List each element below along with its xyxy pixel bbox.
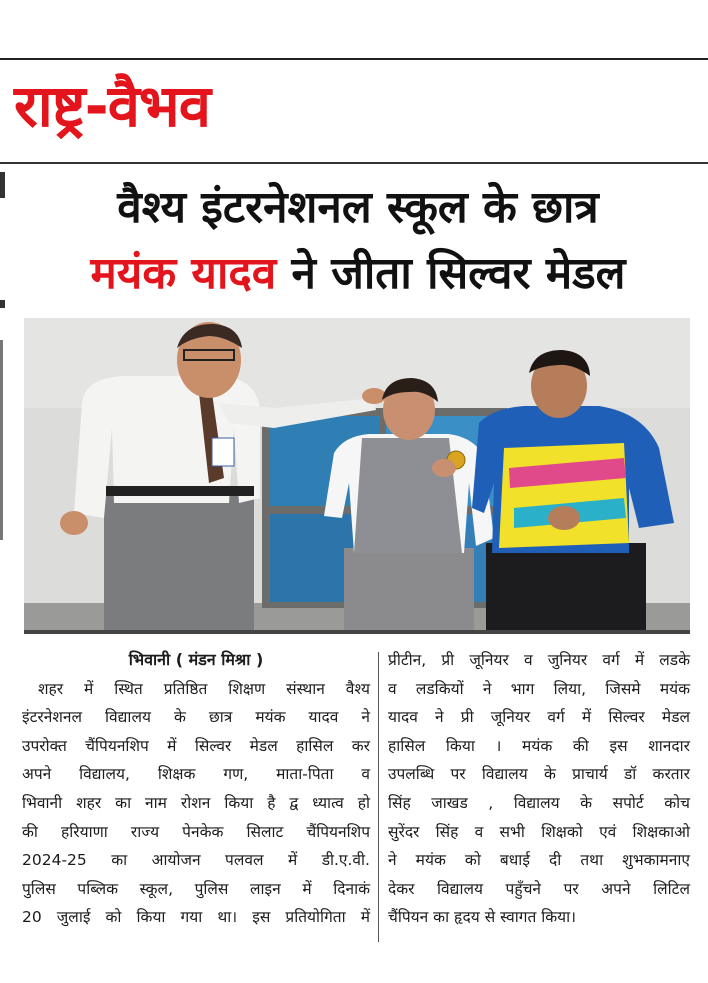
article-line: पुलिस पब्लिक स्कूल, पुलिस लाइन में दिनाकं xyxy=(22,879,370,898)
article-line: यादव ने प्री जूनियर वर्ग में सिल्वर मेडल xyxy=(388,708,690,727)
article-line: इंटरनेशनल विद्यालय के छात्र मयंक यादव ने xyxy=(22,708,370,727)
article-line: अपने विद्यालय, शिक्षक गण, माता-पिता व xyxy=(22,765,370,784)
article-line: व लडकियों ने भाग लिया, जिसमे मयंक xyxy=(388,679,690,698)
news-photo xyxy=(24,318,690,630)
article-line: हासिल किया । मयंक की इस शानदार xyxy=(388,736,690,755)
article-line: प्रीटीन, प्री जूनियर व जुनियर वर्ग में लडके xyxy=(388,651,690,669)
article-line: की हरियाणा राज्य पेनकेक सिलाट चैंपियनशिप xyxy=(22,822,370,841)
article-line: सुरेंदर सिंह व सभी शिक्षको एवं शिक्षकाओ xyxy=(388,822,690,841)
headline-line-2 xyxy=(18,246,698,302)
headline-rest: ने जीता सिल्वर मेडल xyxy=(276,248,626,299)
left-edge-mark xyxy=(0,172,5,198)
photo-bottom-rule xyxy=(24,630,690,634)
article-line: भिवानी शहर का नाम रोशन किया है द्व ध्यात्व हो xyxy=(22,793,370,812)
left-edge-mark xyxy=(0,300,5,308)
masthead-title: राष्ट्र-वैभव xyxy=(14,72,210,140)
article-line: उपलब्धि पर विद्यालय के प्राचार्य डॉ करतार xyxy=(388,765,690,784)
headline-line-1: वैश्य इंटरनेशनल स्कूल के छात्र xyxy=(117,182,599,233)
article-line: 2024-25 का आयोजन पलवल में डी.ए.वी. xyxy=(22,851,370,870)
dateline: भिवानी ( मंडन मिश्रा ) xyxy=(128,650,264,669)
article-left-column xyxy=(22,646,370,932)
article-line: शहर में स्थित प्रतिष्ठित शिक्षण संस्थान वैश्य xyxy=(38,679,370,698)
top-rule xyxy=(0,58,708,60)
photo-scene xyxy=(24,318,690,630)
left-edge-mark xyxy=(0,340,3,540)
article-line: उपरोक्त चैंपियनशिप में सिल्वर मेडल हासिल कर xyxy=(22,736,370,755)
column-divider xyxy=(378,652,379,942)
headline-highlight: मयंक यादव xyxy=(90,248,277,299)
article-line: 20 जुलाई को किया गया था। इस प्रतियोगिता में xyxy=(22,908,370,927)
article-line: चैंपियन का हृदय से स्वागत किया। xyxy=(388,908,577,927)
article-line: सिंह जाखड , विद्यालय के सपोर्ट कोच xyxy=(388,793,690,812)
article-line: देकर विद्यालय पहुँचने पर अपने लिटिल xyxy=(388,879,690,898)
article-line: ने मयंक को बधाई दी तथा शुभकामनाए xyxy=(388,851,690,870)
article-right-column xyxy=(388,646,690,932)
masthead-rule xyxy=(0,162,708,164)
